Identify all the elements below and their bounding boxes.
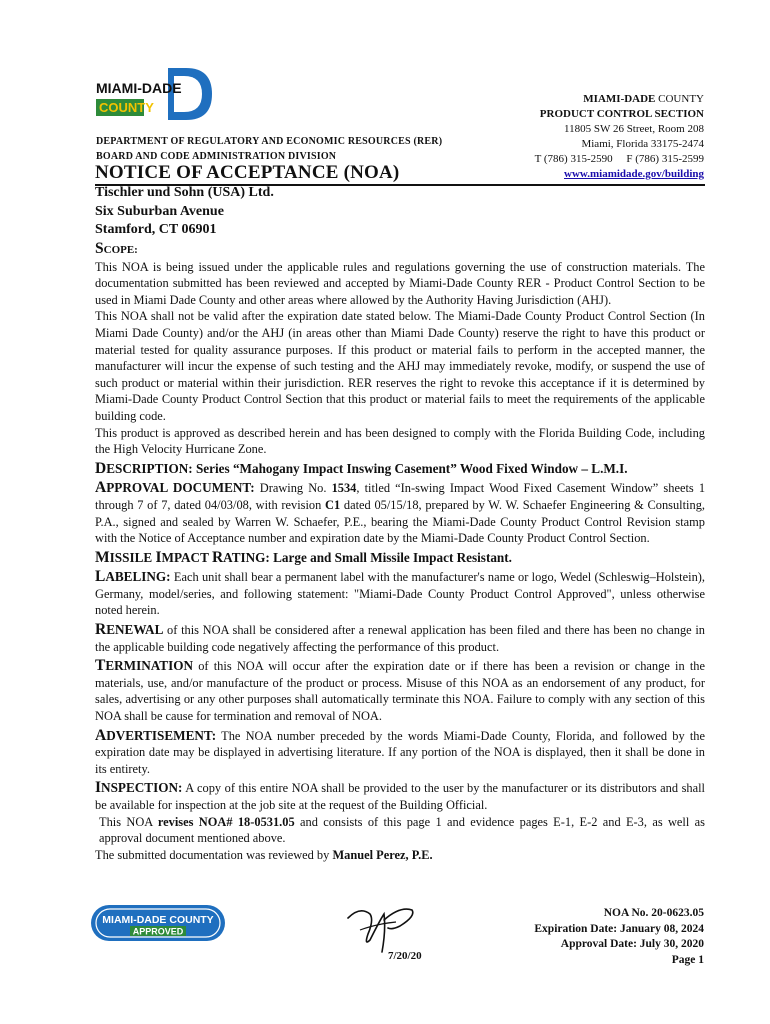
advertisement-section [95, 728, 705, 778]
rev-bold: revises NOA# 18-0531.05 [157, 814, 295, 829]
lab-text: Each unit shall bear a permanent label with the manufacturer's name or logo, Wedel (Schleswig–Holstein), Germany, model/series, and following statement: "Miami-Dade County Product Control Approved", unless otherwise noted herein. [95, 570, 705, 618]
logo-line2: COUNTY [99, 100, 154, 115]
scope-cap: S [95, 240, 104, 257]
noa-info-block [534, 906, 704, 968]
contact-city: Miami, Florida 33175-2474 [581, 138, 704, 150]
missile-impact-section [95, 550, 705, 567]
rev-t2: and consists of this page 1 and evidence pages E-1, E-2 and E-3, as well as approval document mentioned above. [99, 814, 705, 846]
appr-t1: Drawing No. [254, 481, 332, 496]
reviewed-t1: The submitted documentation was reviewed by [95, 847, 333, 862]
noa-number: NOA No. 20-0623.05 [603, 907, 704, 919]
scope-paragraph-3: This product is approved as described herein and has been designed to comply with the Florida Building Code, including the High Velocity Hurricane Zone. [95, 425, 705, 457]
termination-section [95, 658, 705, 724]
stamp-line1: MIAMI-DADE COUNTY [102, 914, 214, 926]
labeling-section [95, 569, 705, 619]
company-block [95, 184, 274, 240]
approval-document-section [95, 480, 705, 546]
term-head: ERMINATION [105, 658, 194, 674]
scope-paragraph-1: This NOA is being issued under the applicable rules and regulations governing the use of construction materials. The documentation submitted has been reviewed and accepted by Miami-Dade County RER - Product Control Section to be used in Miami Dade County and other areas where allowed by the Authority Having Jurisdiction (AHJ). [95, 259, 705, 307]
website-link-text[interactable]: www.miamidade.gov/building [564, 168, 704, 180]
scope-paragraph-2: This NOA shall not be valid after the expiration date stated below. The Miami-Dade County Product Control Section (In Miami Dade County) and/or the AHJ (in areas other than Miami Dade County) reserve the right to have this product or material tested for quality assurance purposes. If this product or material fails to perform in the accepted manner, the manufacturer will incur the expense of such testing and the AHJ may immediately revoke, modify, or suspend the use of such product or material within their jurisdiction. RER reserves the right to revoke this acceptance if it is determined by Miami-Dade County Product Control Section that this product or material fails to meet the requirements of the applicable building code. [95, 309, 705, 423]
contact-block [535, 92, 704, 182]
company-name: Tischler und Sohn (USA) Ltd. [95, 185, 274, 200]
term-text: of this NOA will occur after the expiration date or if there has been a revision or change in the materials, use, and/or manufacture of the product or process. Misuse of this NOA as an endorsement of any product, for sales, advertising or any other purposes shall automatically terminate this NOA. Failure to comply with any section of this NOA shall be cause for termination and removal of NOA. [95, 659, 705, 724]
signature-date: 7/20/20 [388, 950, 422, 962]
appr-t2: , titled “In-swing Impact Wood Fixed Casement Window” sheets 1 through 7 of 7, dated 04/03/08, with revision [95, 481, 706, 512]
miss-head1: ISSILE [109, 549, 156, 565]
contact-website-link[interactable] [535, 167, 704, 182]
ren-cap: R [95, 621, 107, 639]
inspection-section [95, 780, 705, 813]
desc-cap: D [95, 459, 107, 477]
lab-head: ABELING: [105, 569, 171, 585]
division-name: BOARD AND CODE ADMINISTRATION DIVISION [96, 151, 337, 162]
lab-cap: L [95, 568, 106, 586]
scope-heading [95, 241, 705, 259]
contact-county-rest: COUNTY [655, 93, 704, 105]
ren-head: ENEWAL [106, 622, 164, 638]
logo-line1: MIAMI-DADE [96, 80, 182, 96]
company-address1: Six Suburban Avenue [95, 203, 224, 219]
approval-date: Approval Date: July 30, 2020 [560, 938, 704, 950]
miss-cap3: R [211, 548, 224, 566]
ren-text: of this NOA shall be considered after a renewal application has been filed and there has been no change in the applicable building code negatively affecting the performance of this product. [95, 623, 705, 654]
appr-num: 1534 [331, 481, 357, 496]
contact-county-bold: MIAMI-DADE [583, 93, 656, 105]
contact-section: PRODUCT CONTROL SECTION [539, 108, 704, 120]
rev-t1: This NOA [99, 814, 158, 829]
notice-body [95, 241, 705, 863]
miss-head3: ATING: [223, 549, 270, 565]
appr-t3: dated 05/15/18, prepared by W. W. Schaefer Engineering & Consulting, P.A., signed and sealed by Warren W. Schaefer, P.E., bearing the Miami-Dade County Product Control Revision stamp with the Notice of Acceptance number and expiration date by the Miami-Dade County Product Control Section. [95, 497, 705, 546]
scope-rest: COPE: [103, 244, 138, 256]
approved-stamp [90, 904, 226, 942]
term-cap: T [95, 657, 106, 675]
department-name: DEPARTMENT OF REGULATORY AND ECONOMIC RESOURCES (RER) [96, 136, 443, 147]
miami-dade-county-logo [94, 66, 212, 122]
stamp-line2: APPROVED [132, 926, 184, 937]
adv-text: The NOA number preceded by the words Miami-Dade County, Florida, and followed by the expiration date may be displayed in advertising literature. If any portion of the NOA is displayed, then it shall be done in its entirety. [95, 728, 705, 776]
company-address2: Stamford, CT 06901 [95, 222, 217, 237]
contact-street: 11805 SW 26 Street, Room 208 [564, 123, 704, 135]
insp-text: A copy of this entire NOA shall be provided to the user by the manufacturer or its distributors and shall be available for inspection at the job site at the request of the Building Official. [95, 781, 705, 812]
insp-head: NSPECTION: [101, 780, 183, 796]
insp-cap: I [95, 779, 102, 797]
signature-image [340, 900, 420, 956]
page-number: Page 1 [671, 953, 704, 966]
appr-cap: A [95, 479, 107, 497]
miss-cap1: M [95, 548, 110, 566]
appr-head: PPROVAL DOCUMENT: [106, 480, 255, 496]
reviewed-by [95, 847, 705, 864]
contact-phone: T (786) 315-2590 F (786) 315-2599 [534, 153, 704, 165]
expiration-date: Expiration Date: January 08, 2024 [534, 922, 704, 935]
page-title: NOTICE OF ACCEPTANCE (NOA) [95, 162, 400, 183]
revision-note [95, 814, 705, 847]
reviewer-name: Manuel Perez, P.E. [332, 847, 433, 862]
miss-head2: MPACT [161, 549, 212, 565]
adv-head: DVERTISEMENT: [106, 727, 217, 743]
description-section [95, 461, 705, 478]
adv-cap: A [95, 726, 107, 744]
renewal-section [95, 622, 705, 655]
miss-cap2: I [155, 548, 162, 566]
miss-text: Large and Small Missile Impact Resistant. [269, 549, 512, 565]
contact-line1 [535, 92, 704, 107]
desc-head: ESCRIPTION: [106, 460, 193, 476]
desc-text: Series “Mahogany Impact Inswing Casement” Wood Fixed Window – L.M.I. [192, 460, 628, 476]
appr-rev: C1 [325, 497, 341, 512]
